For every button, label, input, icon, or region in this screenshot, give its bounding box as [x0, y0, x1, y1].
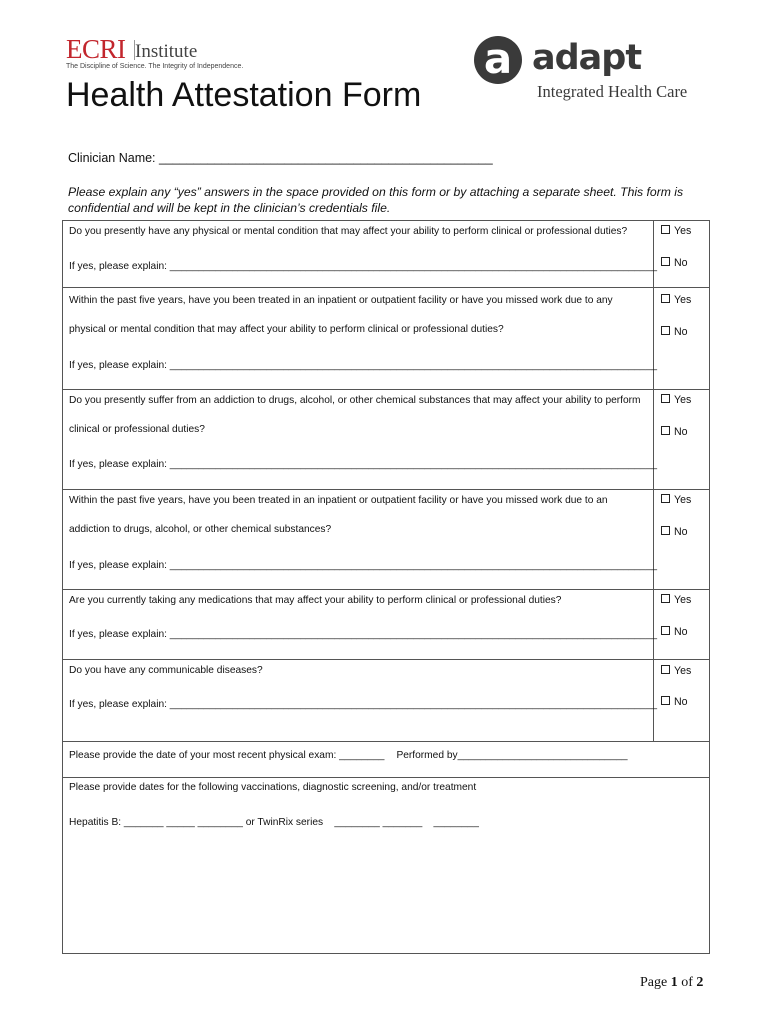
checkbox-icon [661, 426, 670, 435]
question-3-no-checkbox[interactable] [661, 426, 688, 439]
physical-exam-label: Please provide the date of your most recent physical exam: ________ [69, 750, 385, 761]
checkbox-icon [661, 257, 670, 266]
row-divider [63, 389, 709, 390]
clinician-name-field[interactable] [68, 151, 493, 165]
ecri-institute-logo [66, 34, 244, 74]
page-number [640, 975, 703, 991]
no-label: No [674, 257, 688, 269]
adapt-at-icon: a [474, 36, 522, 84]
clinician-name-blank[interactable]: ________________________________________________ [159, 151, 493, 165]
ecri-logo-suffix: Institute [135, 41, 198, 62]
yes-label: Yes [674, 494, 692, 506]
ecri-logo-tagline: The Discipline of Science. The Integrity of Independence. [66, 63, 244, 70]
question-4-text-cont: addiction to drugs, alcohol, or other chemical substances? [69, 524, 332, 535]
checkbox-icon [661, 294, 670, 303]
adapt-logo [474, 36, 714, 106]
question-6-explain[interactable]: If yes, please explain: ______________________________________________________________________________________ [69, 699, 658, 710]
yes-label: Yes [674, 225, 692, 237]
no-label: No [674, 326, 688, 338]
checkbox-icon [661, 225, 670, 234]
question-4-no-checkbox[interactable] [661, 526, 688, 539]
question-6-yes-checkbox[interactable] [661, 665, 691, 678]
no-label: No [674, 626, 688, 638]
physical-exam-field[interactable] [69, 749, 628, 762]
question-1-no-checkbox[interactable] [661, 257, 688, 270]
question-3-text: Do you presently suffer from an addiction to drugs, alcohol, or other chemical substances that may affect your ability to perform [69, 395, 641, 406]
question-5-explain[interactable]: If yes, please explain: ______________________________________________________________________________________ [69, 629, 658, 640]
row-divider [63, 589, 709, 590]
yes-label: Yes [674, 665, 692, 677]
question-6-no-checkbox[interactable] [661, 696, 688, 709]
question-3-yes-checkbox[interactable] [661, 394, 691, 407]
vaccinations-heading: Please provide dates for the following vaccinations, diagnostic screening, and/or treatment [69, 782, 477, 793]
yes-label: Yes [674, 394, 692, 406]
instructions-text: Please explain any “yes” answers in the space provided on this form or by attaching a separate sheet. This form is confidential and will be kept in the clinician’s credentials file. [68, 185, 684, 215]
question-5-text: Are you currently taking any medications that may affect your ability to perform clinical or professional duties? [69, 595, 562, 606]
question-4-yes-checkbox[interactable] [661, 494, 691, 507]
page-prefix: Page [640, 975, 668, 990]
question-2-text: Within the past five years, have you been treated in an inpatient or outpatient facility or have you missed work due to any [69, 295, 613, 306]
clinician-name-label: Clinician Name: [68, 151, 156, 165]
attestation-table [62, 220, 710, 954]
yes-label: Yes [674, 594, 692, 606]
no-label: No [674, 526, 688, 538]
question-2-text-cont: physical or mental condition that may affect your ability to perform clinical or professional duties? [69, 324, 504, 335]
row-divider [63, 287, 709, 288]
checkbox-icon [661, 665, 670, 674]
page-title: Health Attestation Form [66, 76, 422, 114]
page-of: of [681, 975, 693, 990]
question-1-explain[interactable]: If yes, please explain: ______________________________________________________________________________________ [69, 261, 658, 272]
page-current: 1 [670, 975, 678, 990]
question-1-yes-checkbox[interactable] [661, 225, 691, 238]
checkbox-icon [661, 326, 670, 335]
row-divider [63, 741, 709, 742]
no-label: No [674, 426, 688, 438]
yes-label: Yes [674, 294, 692, 306]
checkbox-icon [661, 594, 670, 603]
question-6-text: Do you have any communicable diseases? [69, 665, 263, 676]
ecri-logo-name: ECRI [66, 34, 126, 64]
question-3-text-cont: clinical or professional duties? [69, 424, 205, 435]
checkbox-icon [661, 494, 670, 503]
question-4-text: Within the past five years, have you been treated in an inpatient or outpatient facility or have you missed work due to an [69, 495, 608, 506]
question-4-explain[interactable]: If yes, please explain: ______________________________________________________________________________________ [69, 560, 658, 571]
hepatitis-b-field[interactable]: Hepatitis B: _______ _____ ________ or TwinRix series ________ _______ ________ [69, 817, 479, 828]
row-divider [63, 489, 709, 490]
question-5-no-checkbox[interactable] [661, 626, 688, 639]
row-divider [63, 777, 709, 778]
checkbox-icon [661, 394, 670, 403]
checkbox-icon [661, 696, 670, 705]
adapt-logo-subtitle: Integrated Health Care [537, 82, 688, 101]
no-label: No [674, 696, 688, 708]
adapt-logo-name: adapt [532, 38, 642, 78]
question-5-yes-checkbox[interactable] [661, 594, 691, 607]
row-divider [63, 659, 709, 660]
question-3-explain[interactable]: If yes, please explain: ______________________________________________________________________________________ [69, 459, 658, 470]
checkbox-icon [661, 626, 670, 635]
question-1-text: Do you presently have any physical or mental condition that may affect your ability to perform clinical or professional duties? [69, 226, 628, 237]
question-2-yes-checkbox[interactable] [661, 294, 691, 307]
checkbox-icon [661, 526, 670, 535]
performed-by-field[interactable]: Performed by______________________________ [396, 750, 628, 761]
option-column-divider [653, 221, 654, 741]
question-2-no-checkbox[interactable] [661, 326, 688, 339]
page-total: 2 [696, 975, 704, 990]
question-2-explain[interactable]: If yes, please explain: ______________________________________________________________________________________ [69, 360, 658, 371]
